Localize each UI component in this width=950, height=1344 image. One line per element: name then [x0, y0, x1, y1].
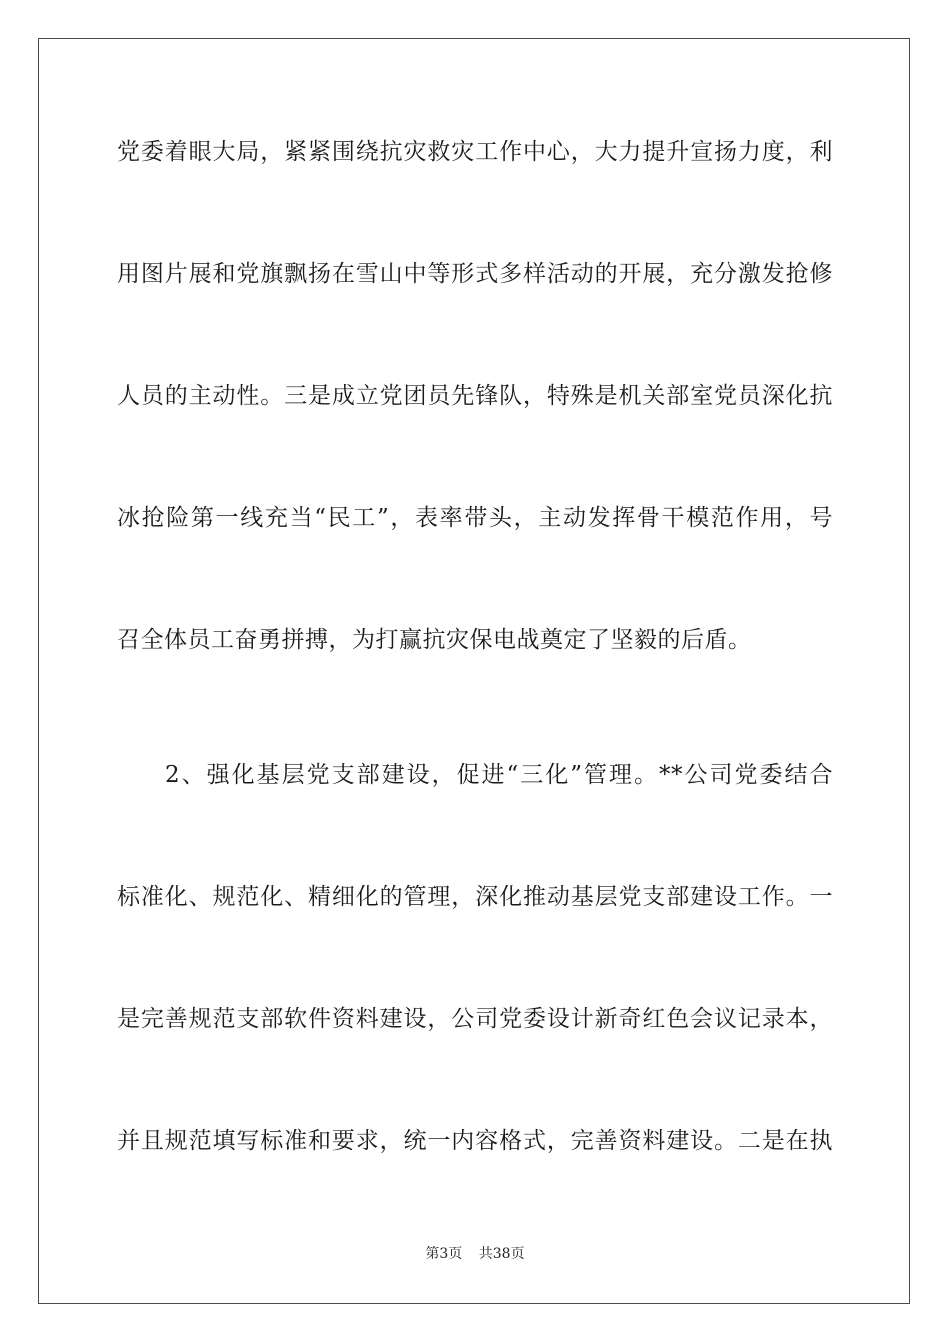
text-line: 召全体员工奋勇拼搏，为打赢抗灾保电战奠定了坚毅的后盾。: [117, 627, 752, 653]
page-border: [38, 38, 910, 1304]
text-line: 是完善规范支部软件资料建设，公司党委设计新奇红色会议记录本，: [117, 1006, 833, 1032]
text-line: 并且规范填写标准和要求，统一内容格式，完善资料建设。二是在执: [117, 1128, 833, 1154]
text-line: 用图片展和党旗飘扬在雪山中等形式多样活动的开展，充分激发抢修: [117, 261, 833, 287]
paragraph-start-line: 2、强化基层党支部建设，促进“三化”管理。**公司党委结合: [165, 762, 833, 788]
text-line: 党委着眼大局，紧紧围绕抗灾救灾工作中心，大力提升宣扬力度，利: [117, 139, 833, 165]
text-line: 人员的主动性。三是成立党团员先锋队，特殊是机关部室党员深化抗: [117, 383, 833, 409]
page-number-total: 共38页: [478, 1246, 525, 1262]
page-footer: [0, 1245, 950, 1263]
page-number-current: 第3页: [425, 1246, 463, 1262]
text-line: 标准化、规范化、精细化的管理，深化推动基层党支部建设工作。一: [117, 884, 833, 910]
text-line: 冰抢险第一线充当“民工”，表率带头，主动发挥骨干模范作用，号: [117, 505, 833, 531]
